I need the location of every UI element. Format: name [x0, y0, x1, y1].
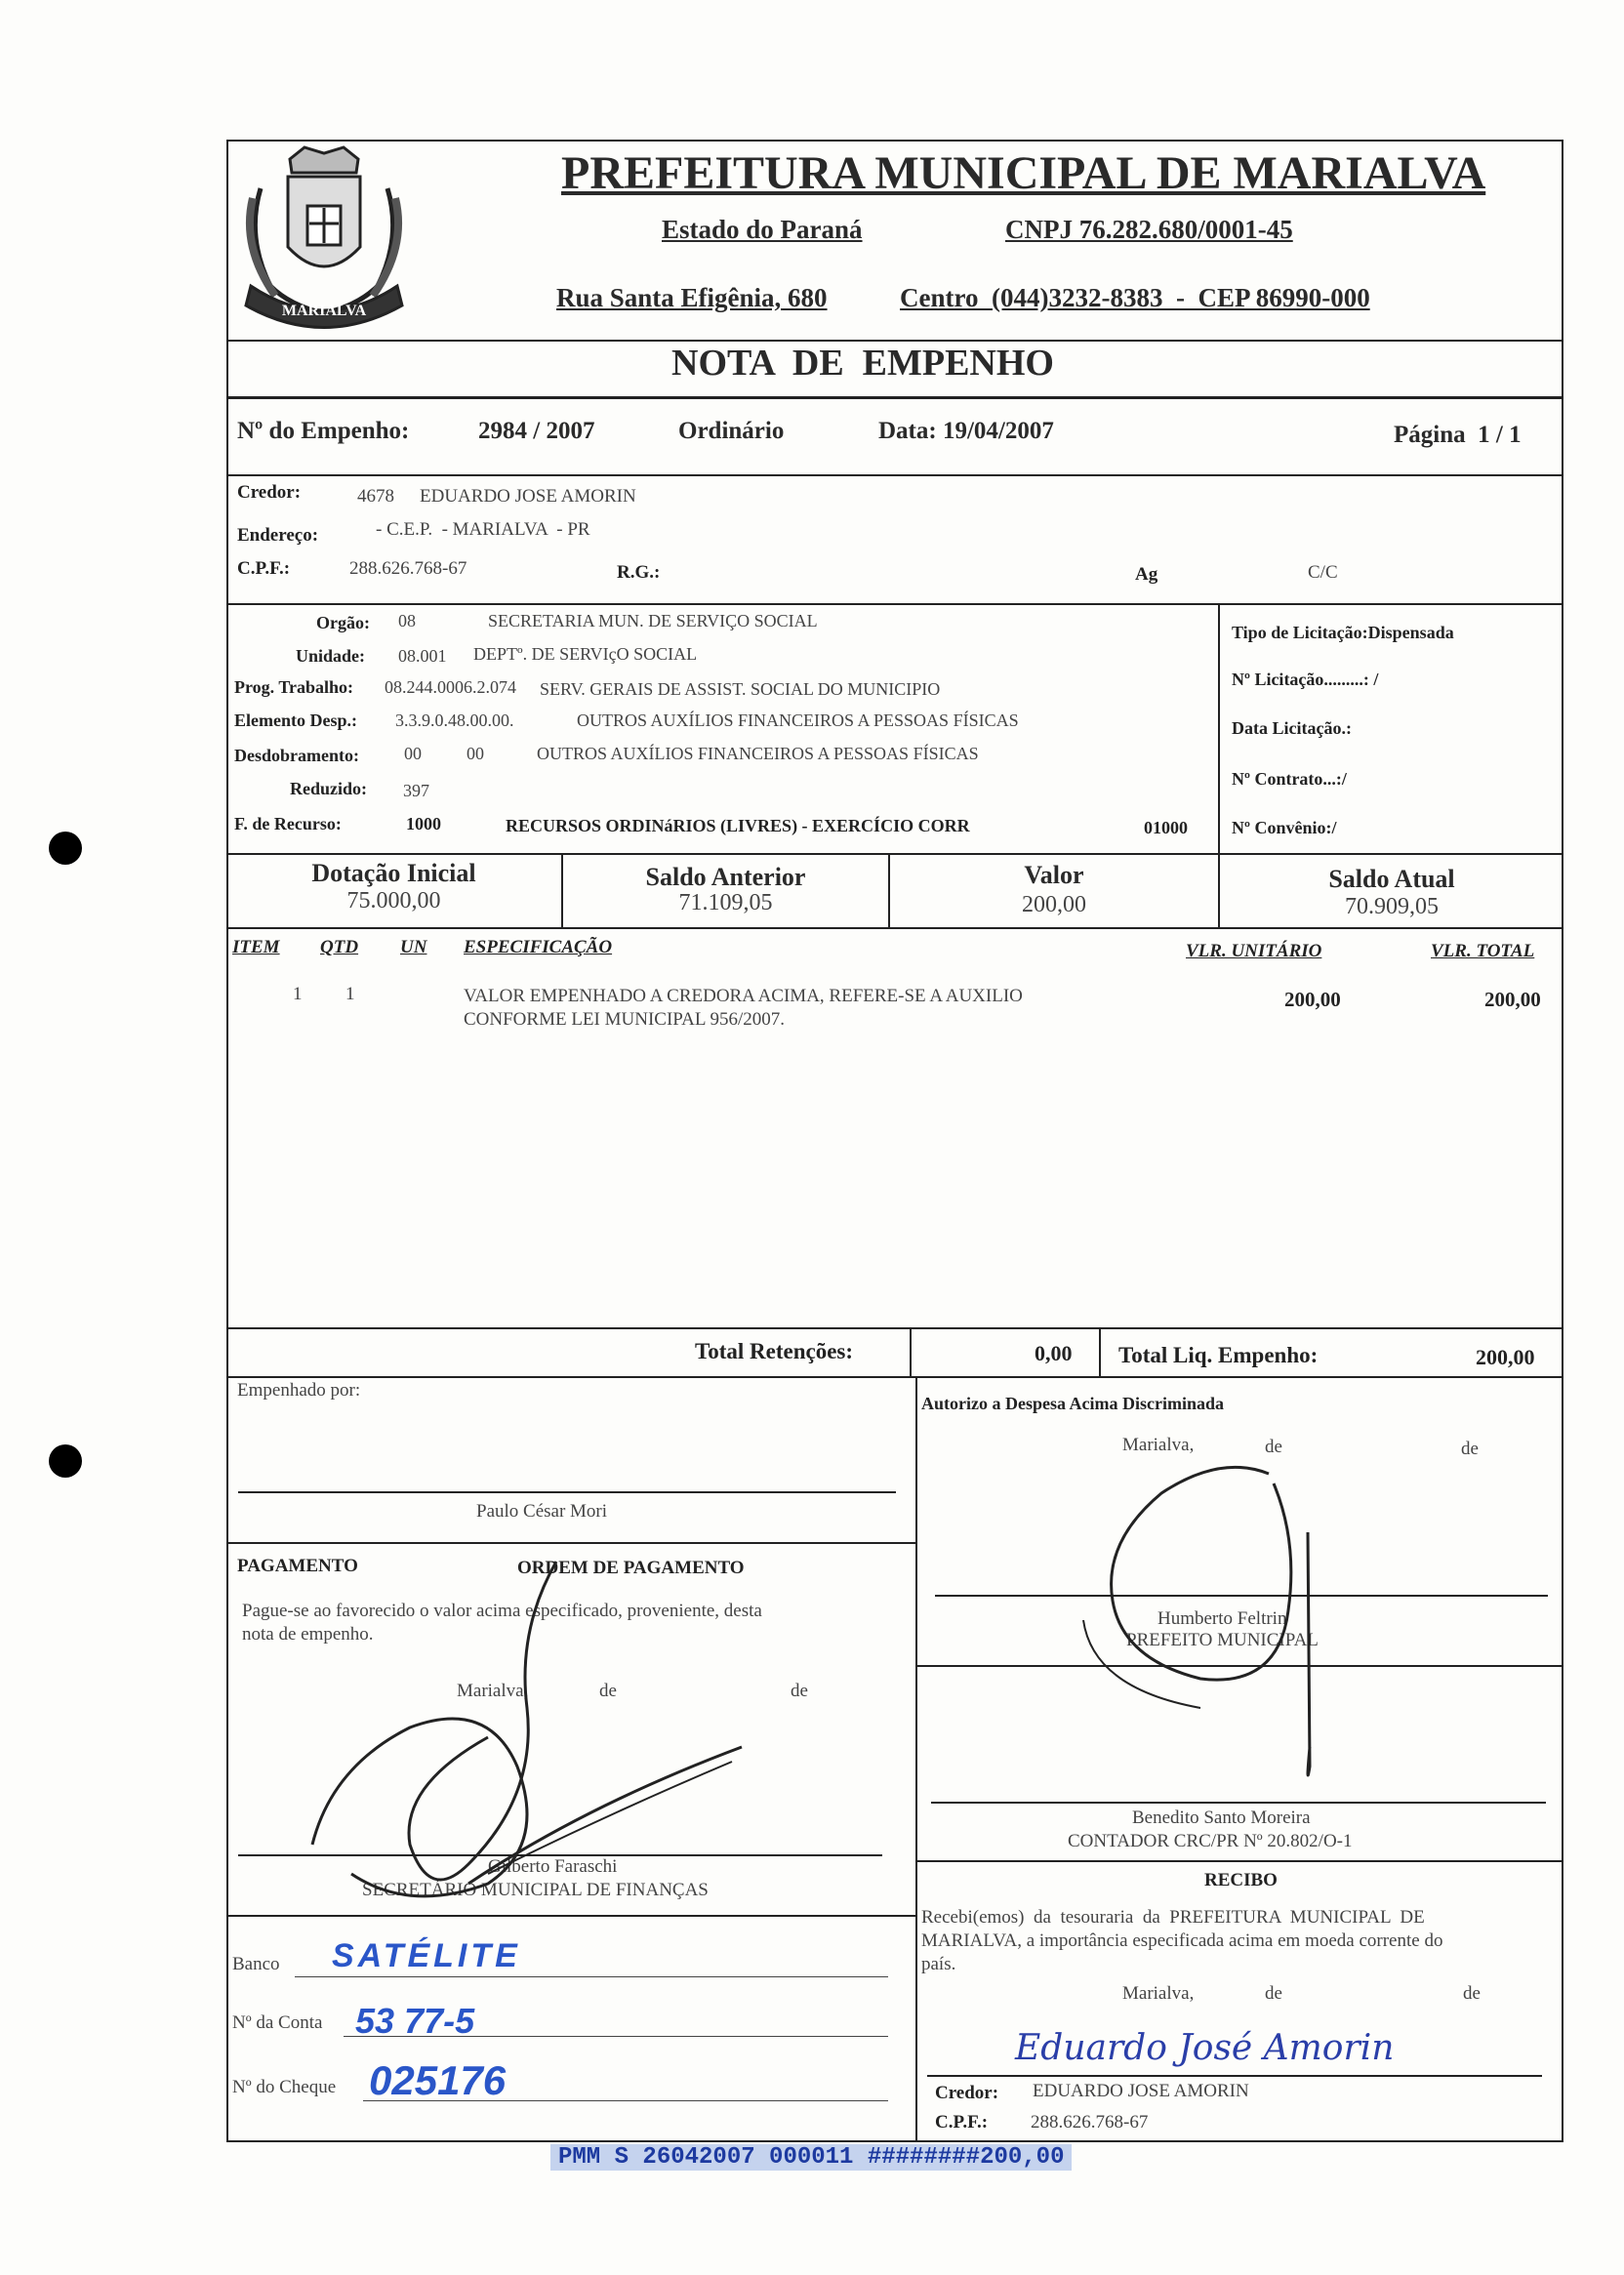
doc-title: NOTA DE EMPENHO: [671, 343, 1054, 384]
divider: [226, 474, 1563, 476]
autorizo-place: Marialva,: [1122, 1435, 1195, 1455]
prog-label: Prog. Trabalho:: [234, 677, 354, 697]
col-vlr-total: VLR. TOTAL: [1431, 941, 1535, 961]
divider: [226, 396, 1563, 399]
divider: [915, 1376, 917, 2142]
item-desc-line2: CONFORME LEI MUNICIPAL 956/2007.: [464, 1009, 786, 1030]
conta-label: Nº da Conta: [232, 2012, 323, 2033]
contador-name: Benedito Santo Moreira: [1132, 1808, 1311, 1828]
banco-label: Banco: [232, 1954, 280, 1974]
unidade-code: 08.001: [398, 646, 447, 666]
cheque-value: 025176: [369, 2057, 507, 2103]
recibo-text2: MARIALVA, a importância especificada acima em moeda corrente do: [921, 1930, 1443, 1951]
autorizo-de1: de: [1265, 1437, 1282, 1457]
recibo-credor-name: EDUARDO JOSE AMORIN: [1033, 2081, 1249, 2101]
empenho-type: Ordinário: [678, 418, 785, 444]
divider: [226, 603, 1563, 605]
col-espec: ESPECIFICAÇÃO: [464, 937, 613, 957]
elem-label: Elemento Desp.:: [234, 711, 357, 730]
cpf-value: 288.626.768-67: [349, 558, 467, 579]
retencoes-label: Total Retenções:: [695, 1339, 854, 1363]
orgao-name: SECRETARIA MUN. DE SERVIÇO SOCIAL: [488, 611, 818, 630]
address: Rua Santa Efigênia, 680: [556, 283, 828, 312]
prog-code: 08.244.0006.2.074: [385, 677, 516, 697]
empenho-date: Data: 19/04/2007: [878, 418, 1054, 444]
elem-code: 3.3.9.0.48.00.00.: [395, 711, 514, 730]
recibo-cpf-label: C.P.F.:: [935, 2112, 989, 2133]
desd-name: OUTROS AUXÍLIOS FINANCEIROS A PESSOAS FÍSICAS: [537, 744, 979, 763]
divider: [226, 927, 1563, 929]
licitacao-tipo: Tipo de Licitação:Dispensada: [1232, 623, 1454, 642]
divider: [226, 1327, 1563, 1329]
endereco-value: - C.E.P. - MARIALVA - PR: [376, 519, 590, 540]
contador-title: CONTADOR CRC/PR Nº 20.802/O-1: [1068, 1831, 1353, 1851]
saldo-atual-value: 70.909,05: [1345, 894, 1439, 919]
desd-code1: 00: [404, 744, 422, 763]
dotacao-value: 75.000,00: [346, 888, 441, 914]
col-qtd: QTD: [320, 937, 359, 957]
divider: [226, 853, 1563, 855]
ag-label: Ag: [1135, 564, 1158, 585]
recibo-de1: de: [1265, 1983, 1282, 2004]
recurso-name: RECURSOS ORDINáRIOS (LIVRES) - EXERCÍCIO CORR: [506, 816, 970, 835]
col-vlr-unit: VLR. UNITÁRIO: [1186, 941, 1322, 961]
licitacao-convenio: Nº Convênio:/: [1232, 818, 1337, 837]
divider: [226, 1542, 915, 1544]
signature-line: [238, 1491, 896, 1493]
pagamento-label: PAGAMENTO: [237, 1556, 358, 1576]
pagamento-de2: de: [791, 1681, 808, 1701]
autorizo-label: Autorizo a Despesa Acima Discriminada: [921, 1394, 1224, 1413]
licitacao-numero: Nº Licitação.........: /: [1232, 670, 1379, 689]
crest-logo: [231, 140, 417, 335]
divider: [1099, 1327, 1101, 1376]
conta-value: 53 77-5: [355, 2001, 475, 2041]
divider: [910, 1327, 912, 1376]
item-qtd: 1: [345, 984, 355, 1004]
cc-label: C/C: [1308, 562, 1338, 583]
bank-stamp: PMM S 26042007 000011 ########200,00: [550, 2144, 1072, 2171]
recibo-text3: país.: [921, 1954, 956, 1974]
banco-value: SATÉLITE: [332, 1937, 521, 1974]
col-item: ITEM: [232, 937, 280, 957]
saldo-atual-label: Saldo Atual: [1328, 865, 1455, 893]
pagamento-text1: Pague-se ao favorecido o valor acima especificado, proveniente, desta: [242, 1601, 762, 1621]
orgao-label: Orgão:: [316, 613, 370, 632]
field-line: [295, 1976, 888, 1977]
mayor-signature: [1054, 1454, 1327, 1806]
liq-label: Total Liq. Empenho:: [1118, 1343, 1319, 1367]
recibo-text1: Recebi(emos) da tesouraria da PREFEITURA MUNICIPAL DE: [921, 1907, 1425, 1928]
signature-line: [927, 2075, 1542, 2077]
pagamento-de1: de: [599, 1681, 617, 1701]
liq-value: 200,00: [1476, 1345, 1535, 1369]
dotacao-label: Dotação Inicial: [311, 859, 476, 887]
municipality-title: PREFEITURA MUNICIPAL DE MARIALVA: [561, 147, 1486, 199]
secretario-name: Gilberto Faraschi: [488, 1856, 618, 1877]
recibo-title: RECIBO: [1204, 1870, 1278, 1890]
ordem-label: ORDEM DE PAGAMENTO: [517, 1558, 745, 1578]
recurso-num: 01000: [1144, 818, 1188, 837]
recibo-cpf-value: 288.626.768-67: [1031, 2112, 1149, 2133]
divider: [226, 1376, 1563, 1378]
cpf-label: C.P.F.:: [237, 558, 291, 579]
empenho-label: Nº do Empenho:: [237, 418, 410, 444]
unidade-name: DEPTº. DE SERVIçO SOCIAL: [473, 644, 698, 664]
col-un: UN: [400, 937, 427, 957]
valor-value: 200,00: [1022, 892, 1086, 917]
saldo-anterior-value: 71.109,05: [678, 890, 773, 915]
empenhado-label: Empenhado por:: [237, 1380, 361, 1401]
endereco-label: Endereço:: [237, 525, 319, 546]
recibo-de2: de: [1463, 1983, 1481, 2004]
recurso-code: 1000: [406, 814, 441, 833]
divider: [1218, 603, 1220, 855]
cheque-label: Nº do Cheque: [232, 2077, 337, 2097]
licitacao-contrato: Nº Contrato...:/: [1232, 769, 1347, 789]
divider: [915, 1860, 1563, 1862]
secretario-title: SECRETÁRIO MUNICIPAL DE FINANÇAS: [362, 1880, 709, 1900]
recibo-place: Marialva,: [1122, 1983, 1195, 2004]
secretario-signature: [293, 1552, 761, 1923]
reduz-label: Reduzido:: [290, 779, 368, 798]
recurso-label: F. de Recurso:: [234, 814, 342, 833]
licitacao-data: Data Licitação.:: [1232, 718, 1352, 738]
prog-name: SERV. GERAIS DE ASSIST. SOCIAL DO MUNICIPIO: [540, 679, 941, 699]
item-total-value: 200,00: [1484, 988, 1541, 1011]
recibo-credor-label: Credor:: [935, 2083, 999, 2103]
desd-code2: 00: [467, 744, 484, 763]
mayor-title: PREFEITO MUNICIPAL: [1126, 1630, 1319, 1650]
empenho-number: 2984 / 2007: [478, 418, 595, 444]
credor-label: Credor:: [237, 482, 302, 503]
rg-label: R.G.:: [617, 562, 661, 583]
orgao-code: 08: [398, 611, 416, 630]
mayor-name: Humberto Feltrin: [1157, 1608, 1287, 1629]
autorizo-de2: de: [1461, 1439, 1479, 1459]
cnpj: CNPJ 76.282.680/0001-45: [1005, 215, 1293, 244]
pagamento-place: Marialva,: [457, 1681, 529, 1701]
punch-hole: [49, 832, 82, 865]
unidade-label: Unidade:: [296, 646, 366, 666]
item-unit-value: 200,00: [1284, 988, 1341, 1011]
page-number: Página 1 / 1: [1394, 422, 1522, 448]
retencoes-value: 0,00: [1035, 1341, 1073, 1365]
credor-name: EDUARDO JOSE AMORIN: [420, 486, 636, 507]
district-phone-cep: Centro (044)3232-8383 - CEP 86990-000: [900, 283, 1370, 312]
credor-code: 4678: [357, 486, 394, 507]
item-number: 1: [293, 984, 303, 1004]
saldo-anterior-label: Saldo Anterior: [645, 863, 806, 891]
pagamento-text2: nota de empenho.: [242, 1624, 374, 1645]
elem-name: OUTROS AUXÍLIOS FINANCEIROS A PESSOAS FÍSICAS: [577, 711, 1019, 730]
reduz-value: 397: [403, 781, 429, 800]
empenhado-name: Paulo César Mori: [476, 1501, 608, 1522]
valor-label: Valor: [1024, 861, 1084, 889]
crest-text: MARIALVA: [281, 303, 367, 319]
desd-label: Desdobramento:: [234, 746, 359, 765]
punch-hole: [49, 1444, 82, 1478]
item-desc-line1: VALOR EMPENHADO A CREDORA ACIMA, REFERE-SE A AUXILIO: [464, 986, 1023, 1006]
state-name: Estado do Paraná: [662, 215, 863, 244]
recibo-signature: Eduardo José Amorin: [1015, 2028, 1395, 2068]
